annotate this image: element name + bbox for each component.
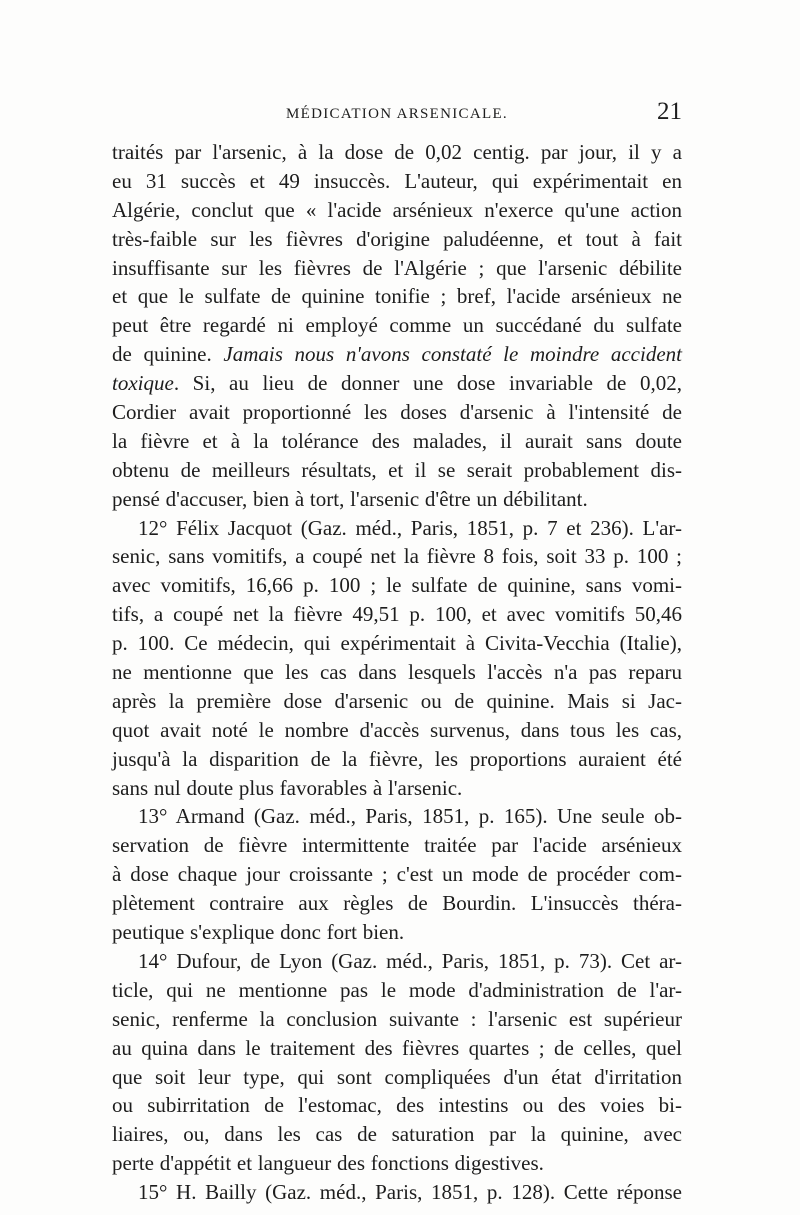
text-line: [112, 629, 682, 658]
text-line: [112, 745, 682, 774]
text-line: [112, 774, 682, 803]
text-line: [112, 1178, 682, 1207]
text-line: [112, 571, 682, 600]
text-line: [112, 167, 682, 196]
text-run: après la première dose d'arsenic ou de quinine. Mais si Jac-: [112, 688, 682, 713]
text-run: ne mentionne que les cas dans lesquels l'accès n'a pas reparu: [112, 660, 682, 685]
text-line: [112, 1091, 682, 1120]
text-line: [112, 860, 682, 889]
text-run: plètement contraire aux règles de Bourdin. L'insuccès théra-: [112, 891, 682, 916]
text-line: [112, 831, 682, 860]
text-line: [112, 947, 682, 976]
text-run: Cordier avait proportionné les doses d'arsenic à l'intensité de: [112, 400, 682, 425]
text-line: [112, 1120, 682, 1149]
text-line: [112, 196, 682, 225]
text-run: insuffisante sur les fièvres de l'Algérie ; que l'arsenic débilite: [112, 255, 682, 280]
text-run: tifs, a coupé net la fièvre 49,51 p. 100, et avec vomitifs 50,46: [112, 602, 682, 627]
text-run: eu 31 succès et 49 insuccès. L'auteur, qui expérimentait en: [112, 168, 682, 193]
text-line: [112, 514, 682, 543]
text-line: [112, 802, 682, 831]
text-run: jusqu'à la disparition de la fièvre, les proportions auraient été: [112, 746, 682, 771]
text-run: la fièvre et à la tolérance des malades, il aurait sans doute: [112, 428, 682, 453]
text-run: que soit leur type, qui sont compliquées d'un état d'irritation: [112, 1064, 682, 1089]
text-run: pensé d'accuser, bien à tort, l'arsenic d'être un débilitant.: [112, 486, 588, 511]
text-line: [112, 658, 682, 687]
text-line: [112, 1034, 682, 1063]
text-run: 12° Félix Jacquot (Gaz. méd., Paris, 1851, p. 7 et 236). L'ar-: [138, 515, 682, 540]
text-run: au quina dans le traitement des fièvres quartes ; de celles, quel: [112, 1035, 682, 1060]
text-line: [112, 918, 682, 947]
text-run: traités par l'arsenic, à la dose de 0,02 centig. par jour, il y a: [112, 140, 682, 164]
text-run: perte d'appétit et langueur des fonctions digestives.: [112, 1151, 544, 1176]
text-line: [112, 1005, 682, 1034]
text-line: [112, 427, 682, 456]
text-line: [112, 340, 682, 369]
text-run: senic, sans vomitifs, a coupé net la fièvre 8 fois, soit 33 p. 100 ;: [112, 544, 682, 569]
text-line: [112, 225, 682, 254]
text-line: [112, 1149, 682, 1178]
text-run: obtenu de meilleurs résultats, et il se serait probablement dis-: [112, 457, 682, 482]
text-run: et que le sulfate de quinine tonifie ; bref, l'acide arsénieux ne: [112, 284, 682, 309]
text-line: [112, 976, 682, 1005]
text-line: [112, 687, 682, 716]
text-run: . Si, au lieu de donner une dose invariable de 0,02,: [173, 371, 682, 396]
text-run: quot avait noté le nombre d'accès survenus, dans tous les cas,: [112, 717, 682, 742]
text-line: [112, 1063, 682, 1092]
text-line: [112, 456, 682, 485]
text-run: 14° Dufour, de Lyon (Gaz. méd., Paris, 1851, p. 73). Cet ar-: [138, 948, 682, 973]
text-run: sans nul doute plus favorables à l'arsenic.: [112, 775, 463, 800]
text-line: [112, 138, 682, 167]
text-run: 13° Armand (Gaz. méd., Paris, 1851, p. 165). Une seule ob-: [138, 804, 682, 829]
text-line: [112, 600, 682, 629]
text-run: 15° H. Bailly (Gaz. méd., Paris, 1851, p. 128). Cette réponse: [138, 1180, 682, 1205]
page-header: [112, 98, 682, 132]
text-run: très-faible sur les fièvres d'origine paludéenne, et tout à fait: [112, 226, 682, 251]
text-line: [112, 369, 682, 398]
text-line: [112, 889, 682, 918]
italic-run: toxique: [112, 371, 174, 396]
text-line: [112, 485, 682, 514]
text-line: [112, 254, 682, 283]
text-run: avec vomitifs, 16,66 p. 100 ; le sulfate de quinine, sans vomi-: [112, 573, 682, 598]
text-line: [112, 716, 682, 745]
italic-run: Jamais nous n'avons constaté le moindre accident: [223, 342, 682, 367]
text-run: à dose chaque jour croissante ; c'est un mode de procéder com-: [112, 862, 682, 887]
text-run: liaires, ou, dans les cas de saturation par la quinine, avec: [112, 1122, 682, 1147]
text-line: [112, 311, 682, 340]
text-line: [112, 282, 682, 311]
text-run: ou subirritation de l'estomac, des intestins ou des voies bi-: [112, 1093, 682, 1118]
text-line: [112, 398, 682, 427]
text-run: senic, renferme la conclusion suivante : l'arsenic est supérieur: [112, 1006, 682, 1031]
text-line: [112, 542, 682, 571]
running-title: MÉDICATION ARSENICALE.: [286, 106, 508, 122]
page-number: 21: [657, 98, 682, 125]
text-run: Algérie, conclut que « l'acide arsénieux n'exerce qu'une action: [112, 197, 682, 222]
body-text: [112, 138, 682, 1207]
text-run: peutique s'explique donc fort bien.: [112, 920, 405, 945]
text-run: peut être regardé ni employé comme un succédané du sulfate: [112, 313, 682, 338]
text-run: servation de fièvre intermittente traitée par l'acide arsénieux: [112, 833, 682, 858]
text-run: ticle, qui ne mentionne pas le mode d'administration de l'ar-: [112, 977, 682, 1002]
text-run: de quinine.: [112, 342, 224, 367]
text-run: p. 100. Ce médecin, qui expérimentait à Civita-Vecchia (Italie),: [112, 631, 682, 656]
